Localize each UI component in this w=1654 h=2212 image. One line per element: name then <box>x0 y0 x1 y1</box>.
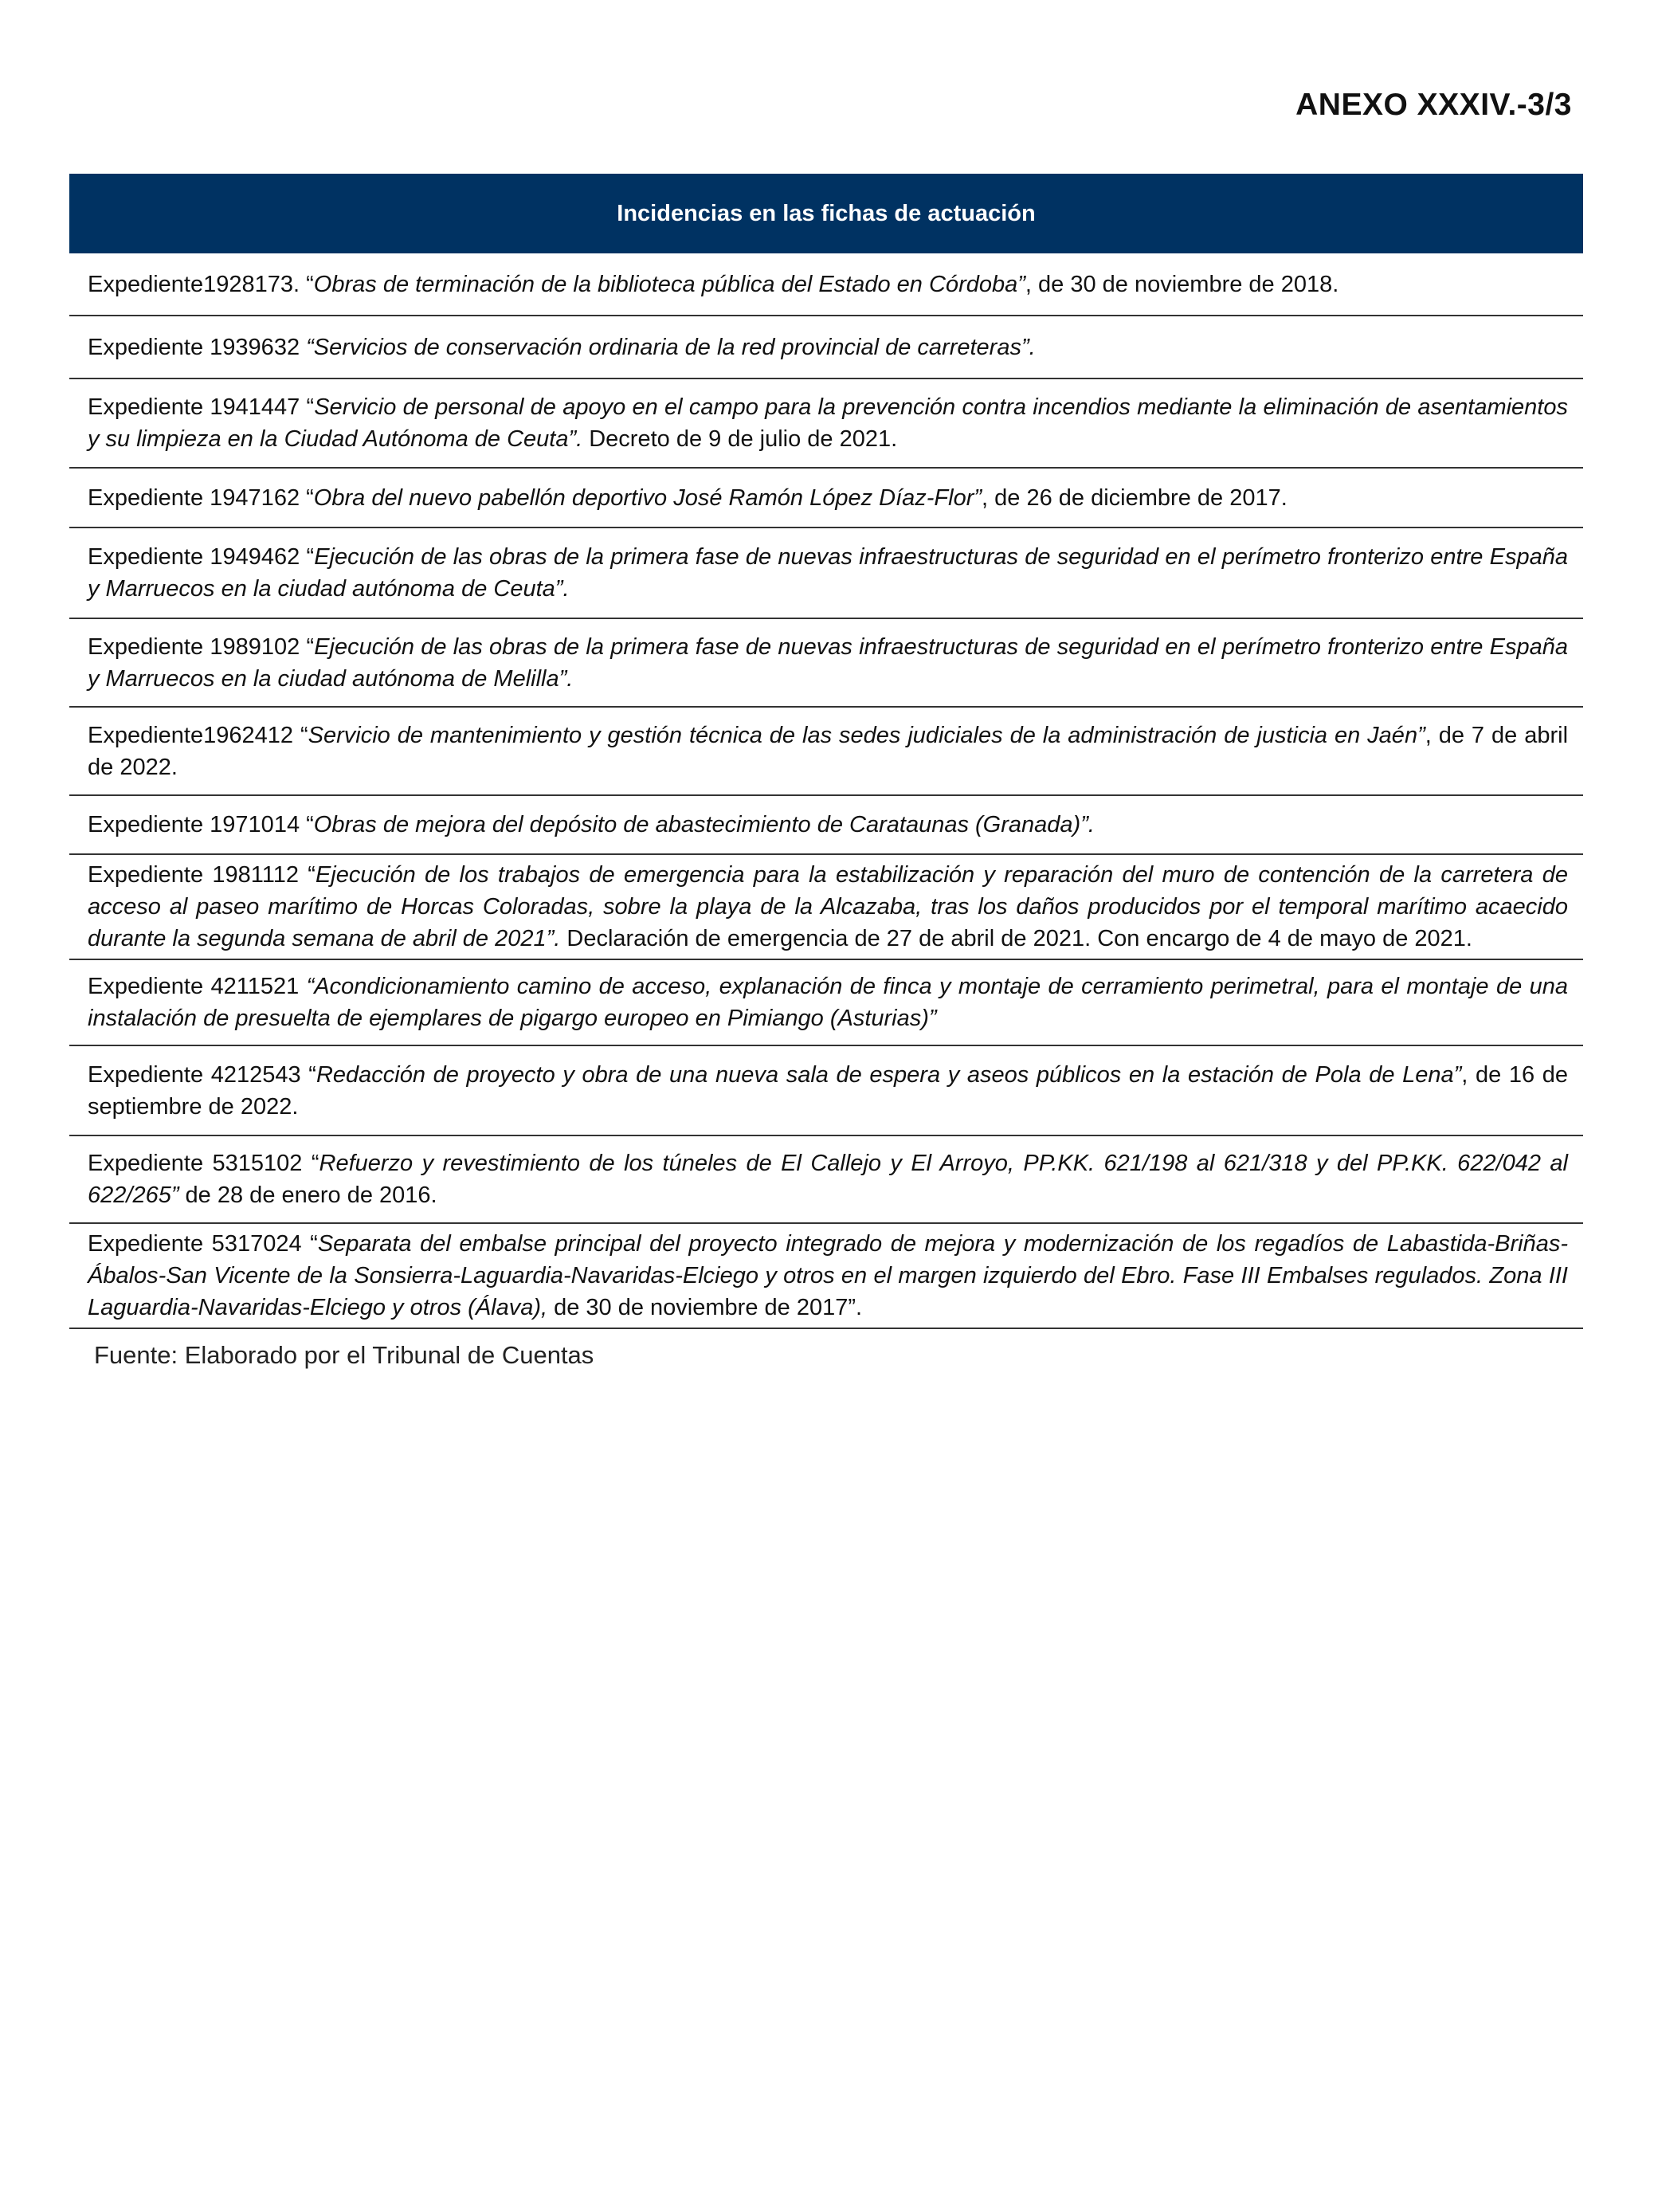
table-row <box>69 1046 1583 1136</box>
incidents-table <box>69 174 1583 1329</box>
row-text: Expediente 1939632 “Servicios de conservación ordinaria de la red provincial de carreteras”. <box>88 334 1036 360</box>
table-row <box>69 469 1583 528</box>
table-row <box>69 855 1583 960</box>
table-row <box>69 1136 1583 1224</box>
table-row <box>69 619 1583 708</box>
annex-title: ANEXO XXXIV.-3/3 <box>1295 88 1572 122</box>
source-note: Fuente: Elaborado por el Tribunal de Cuentas <box>94 1341 594 1369</box>
row-text: Expediente 4212543 “Redacción de proyecto y obra de una nueva sala de espera y aseos públicos en la estación de Pola de Lena”, de 16 de septiembre de 2022. <box>88 1061 1568 1120</box>
row-text: Expediente 5317024 “Separata del embalse principal del proyecto integrado de mejora y modernización de los regadíos de Labastida-Briñas-Ábalos-San Vicente de la Sonsierra-Laguardia-Navaridas-Elciego y otros en el margen izquierdo del Ebro. Fase III Embalses regulados. Zona III Laguardia-Navaridas-Elciego y otros (Álava), de 30 de noviembre de 2017”. <box>88 1231 1568 1320</box>
row-text: Expediente 1947162 “Obra del nuevo pabellón deportivo José Ramón López Díaz-Flor”, de 26 de diciembre de 2017. <box>88 484 1288 511</box>
table-row <box>69 253 1583 316</box>
row-text: Expediente1962412 “Servicio de mantenimiento y gestión técnica de las sedes judiciales de la administración de justicia en Jaén”, de 7 de abril de 2022. <box>88 722 1569 780</box>
row-text: Expediente 1971014 “Obras de mejora del depósito de abastecimiento de Carataunas (Granada)”. <box>88 812 1095 837</box>
table-row <box>69 796 1583 855</box>
table-row <box>69 316 1583 379</box>
row-text: Expediente 1989102 “Ejecución de las obras de la primera fase de nuevas infraestructuras de seguridad en el perímetro fronterizo entre España y Marruecos en la ciudad autónoma de Melilla”. <box>88 633 1568 692</box>
table-row <box>69 708 1583 796</box>
row-text: Expediente 4211521 “Acondicionamiento camino de acceso, explanación de finca y montaje de cerramiento perimetral, para el montaje de una instalación de presuelta de ejemplares de pigargo europeo en Pimiango (Asturias)” <box>88 974 1568 1031</box>
row-text: Expediente 1941447 “Servicio de personal de apoyo en el campo para la prevención contra incendios mediante la eliminación de asentamientos y su limpieza en la Ciudad Autónoma de Ceuta”. Decreto de 9 de julio de 2021. <box>88 394 1568 452</box>
table-row <box>69 528 1583 619</box>
table-header: Incidencias en las fichas de actuación <box>69 174 1583 253</box>
row-text: Expediente 5315102 “Refuerzo y revestimiento de los túneles de El Callejo y El Arroyo, PP.KK. 621/198 al 621/318 y del PP.KK. 622/042 al 622/265” de 28 de enero de 2016. <box>88 1151 1568 1208</box>
table-row <box>69 379 1583 469</box>
row-text: Expediente1928173. “Obras de terminación de la biblioteca pública del Estado en Córdoba”, de 30 de noviembre de 2018. <box>88 271 1339 297</box>
row-text: Expediente 1981112 “Ejecución de los trabajos de emergencia para la estabilización y reparación del muro de contención de la carretera de acceso al paseo marítimo de Horcas Coloradas, sobre la playa de la Alcazaba, tras los daños producidos por el temporal marítimo acaecido durante la segunda semana de abril de 2021”. Declaración de emergencia de 27 de abril de 2021. Con encargo de 4 de mayo de 2021. <box>88 862 1568 951</box>
table-row <box>69 1224 1583 1329</box>
table-row <box>69 960 1583 1046</box>
row-text: Expediente 1949462 “Ejecución de las obras de la primera fase de nuevas infraestructuras de seguridad en el perímetro fronterizo entre España y Marruecos en la ciudad autónoma de Ceuta”. <box>88 544 1568 602</box>
